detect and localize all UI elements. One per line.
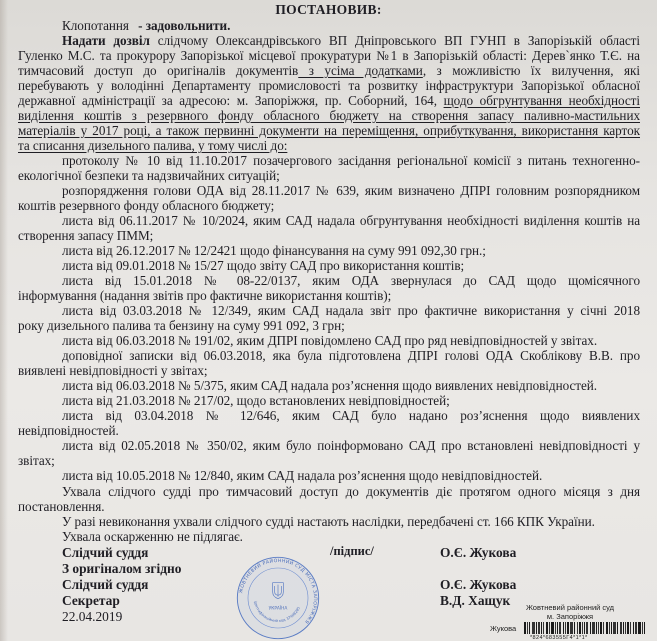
- list-item: листа від 02.05.2018 № 350/02, яким було поінформовано САД про встановлені невідповідності у: [62, 438, 640, 453]
- secretary-label: Секретар: [62, 593, 120, 608]
- barcode-bar: [592, 622, 595, 634]
- list-item-continuation: коштів резервного фонду обласного бюджету;: [18, 198, 275, 213]
- list-item: листа від 06.03.2018 № 191/02, яким ДПРІ повідомлено САД про ряд невідповідностей у звітах.: [62, 333, 598, 348]
- barcode-bar: [524, 622, 526, 634]
- barcode-court: Жовтневий районний суд: [525, 603, 615, 612]
- signed-mark: /підпис/: [330, 544, 374, 558]
- grant-line-5: [18, 93, 640, 108]
- ruling-date: 22.04.2019: [62, 609, 123, 624]
- barcode-bar: [570, 622, 573, 634]
- grant-text-3-underlined: з усіма додатками: [298, 63, 423, 78]
- barcode-bar: [538, 622, 540, 634]
- barcode-bar: [644, 622, 645, 634]
- barcode-bar: [635, 622, 637, 634]
- barcode-city: м. Запоріжжя: [546, 612, 594, 621]
- list-item: розпорядження голови ОДА від 28.11.2017 № 639, яким визначено ДПРІ головним розпорядником: [62, 183, 640, 198]
- list-item: листа від 06.11.2017 № 10/2024, яким САД надала обгрунтування необхідності виділення коштів на: [62, 213, 640, 228]
- grant-line-6: виділення коштів з резервного фонду обласного бюджету на створення запасу паливно-мастильних: [18, 108, 640, 123]
- barcode-bar: [555, 622, 556, 634]
- list-item-continuation: створення запасу ПММ;: [18, 228, 154, 243]
- barcode-number: *824*683555Г4*1*1*: [530, 635, 588, 641]
- barcode-bar: [586, 622, 588, 634]
- list-item: листа від 09.01.2018 № 15/27 щодо звіту САД про використання коштів;: [62, 258, 465, 273]
- petition-decision: - задовольнити.: [138, 18, 231, 33]
- court-seal-icon: [236, 556, 320, 640]
- list-item: листа від 06.03.2018 № 5/375, яким САД надала роз’яснення щодо виявлених невідповідностей.: [62, 378, 598, 393]
- barcode-bar: [606, 622, 608, 634]
- barcode-bar: [582, 622, 583, 634]
- barcode-bar: [630, 622, 631, 634]
- barcode-bar: [638, 622, 641, 634]
- barcode-bar: [620, 622, 622, 634]
- list-item: листа від 26.12.2017 № 12/2421 щодо фінансування на суму 991 092,30 грн.;: [62, 243, 486, 258]
- grant-line-3: [18, 63, 640, 78]
- validity-line: Ухвала слідчого судді про тимчасовий доступ до документів діє протягом одного місяця з дня: [62, 484, 640, 499]
- validity-cont: постановлення.: [18, 499, 105, 514]
- judge-label: Слідчий суддя: [62, 545, 149, 560]
- grant-line-7: матеріалів у 2017 році, а також первинні документи на переміщення, оприбуткування, використання карток: [18, 123, 640, 138]
- grant-text-3b: , з можливістю їх вилучення, які: [422, 63, 641, 78]
- list-item: протоколу № 10 від 11.10.2017 позачергового засідання регіональної комісії з питань техногенно-: [62, 153, 640, 168]
- barcode-bar: [633, 622, 634, 634]
- barcode-bar: [543, 622, 544, 634]
- list-item-continuation: екологічної безпеки та надзвичайних ситуацій;: [18, 168, 280, 183]
- secretary-name: В.Д. Хащук: [440, 593, 511, 608]
- barcode-bar: [567, 622, 569, 634]
- barcode-bar: [551, 622, 554, 634]
- barcode-bar: [623, 622, 624, 634]
- list-item: листа від 21.03.2018 № 217/02, щодо встановлених невідповідностей;: [62, 393, 450, 408]
- grant-text-3a: тимчасовий доступ до оригіналів документів: [18, 63, 299, 78]
- list-item: листа від 15.01.2018 № 08-22/0137, яким ОДА звернулася до САД щодо щомісячного: [62, 273, 640, 288]
- list-item-continuation: інформування (надання звітів про фактичне використання коштів);: [18, 288, 392, 303]
- barcode-bar: [642, 622, 643, 634]
- barcode-bar: [527, 622, 528, 634]
- ruling-heading: ПОСТАНОВИВ:: [275, 2, 382, 17]
- list-item-continuation: виявлені невідповідності у звітах;: [18, 363, 208, 378]
- list-item-continuation: року дизельного палива та бензину на суму 991 092, 3 грн;: [18, 318, 345, 333]
- barcode-bar: [529, 622, 530, 634]
- barcode-bar: [596, 622, 597, 634]
- barcode-bar: [532, 622, 535, 634]
- consequences-line: У разі невиконання ухвали слідчого судді настають наслідки, передбачені ст. 166 КПК України.: [62, 514, 595, 529]
- barcode-bar: [590, 622, 591, 634]
- grant-line-2: Гуленко М.С. та прокурору Запорізької місцевої прокуратури №1 в Запорізькій області: Дерев`янко Т.Є. на: [18, 48, 640, 63]
- list-item: листа від 10.05.2018 № 12/840, яким САД надала роз’яснення щодо невідповідностей.: [62, 468, 543, 483]
- grant-text-1: слідчому Олександрівського ВП Дніпровського ВП ГУНП в Запорізькій області: [157, 33, 641, 48]
- no-appeal-line: Ухвала оскарженню не підлягає.: [62, 529, 243, 544]
- barcode-bar: [609, 622, 610, 634]
- barcode-bar: [584, 622, 585, 634]
- judge-label-2: Слідчий суддя: [62, 577, 149, 592]
- barcode-bar: [559, 622, 561, 634]
- barcode-bar: [598, 622, 599, 634]
- barcode-bar: [536, 622, 537, 634]
- page-edge-shadow: [0, 0, 8, 641]
- petition-line: [62, 18, 640, 33]
- barcode-bar: [617, 622, 618, 634]
- grant-line-4: перебувають у володінні Департаменту промисловості та розвитку інфраструктури Запорізької обласної: [18, 78, 640, 93]
- grant-label: Надати дозвіл: [62, 33, 150, 48]
- grant-line-1: [62, 33, 640, 48]
- grant-text-5-underlined: щодо обгрунтування необхідності: [443, 93, 640, 108]
- barcode-sticker: [490, 603, 650, 641]
- barcode-bar: [613, 622, 616, 634]
- seal-outer-text: ЖОВТНЕВИЙ РАЙОННИЙ СУД МІСТА ЗАПОРІЖЖЯ: [239, 558, 318, 625]
- barcode-bar: [603, 622, 604, 634]
- barcode-name: Жукова: [490, 624, 517, 633]
- list-item-continuation: невідповідностей.: [18, 423, 119, 438]
- seal-country: УКРАЇНА: [268, 606, 288, 612]
- barcode-bar: [546, 622, 548, 634]
- list-item: доповідної записки від 06.03.2018, яка була підготовлена ДПРІ голові ОДА Скоблікову В.В. про: [62, 348, 640, 363]
- barcode-bar: [574, 622, 575, 634]
- grant-line-8: та списання дизельного палива, у тому числі до:: [18, 138, 288, 153]
- barcode-bar: [541, 622, 542, 634]
- judge-name-2: О.Є. Жукова: [440, 577, 517, 592]
- petition-label: Клопотання: [62, 18, 129, 33]
- barcode-bar: [563, 622, 564, 634]
- barcode-bar: [577, 622, 578, 634]
- barcode-bar: [625, 622, 626, 634]
- seal-inner-text: ідентифікаційний код 37408285: [253, 600, 301, 624]
- barcode-bar: [600, 622, 602, 634]
- list-item-continuation: звітах;: [18, 453, 55, 468]
- barcode-bar: [627, 622, 629, 634]
- barcode-bar: [557, 622, 558, 634]
- barcode-bars: [524, 622, 648, 634]
- list-item: листа від 03.04.2018 № 12/646, яким САД було надано роз’яснення щодо виявлених: [62, 408, 640, 423]
- copy-label: З оригіналом згідно: [62, 561, 182, 576]
- grant-text-5a: державної адміністрації за адресою: м. Запоріжжя, пр. Соборний, 164,: [18, 93, 444, 108]
- judge-name: О.Є. Жукова: [440, 545, 517, 560]
- barcode-bar: [549, 622, 550, 634]
- barcode-bar: [565, 622, 566, 634]
- list-item: листа від 03.03.2018 № 12/349, яким САД надала звіт про фактичне використання у січні 2018: [62, 303, 640, 318]
- barcode-bar: [611, 622, 612, 634]
- barcode-bar: [579, 622, 581, 634]
